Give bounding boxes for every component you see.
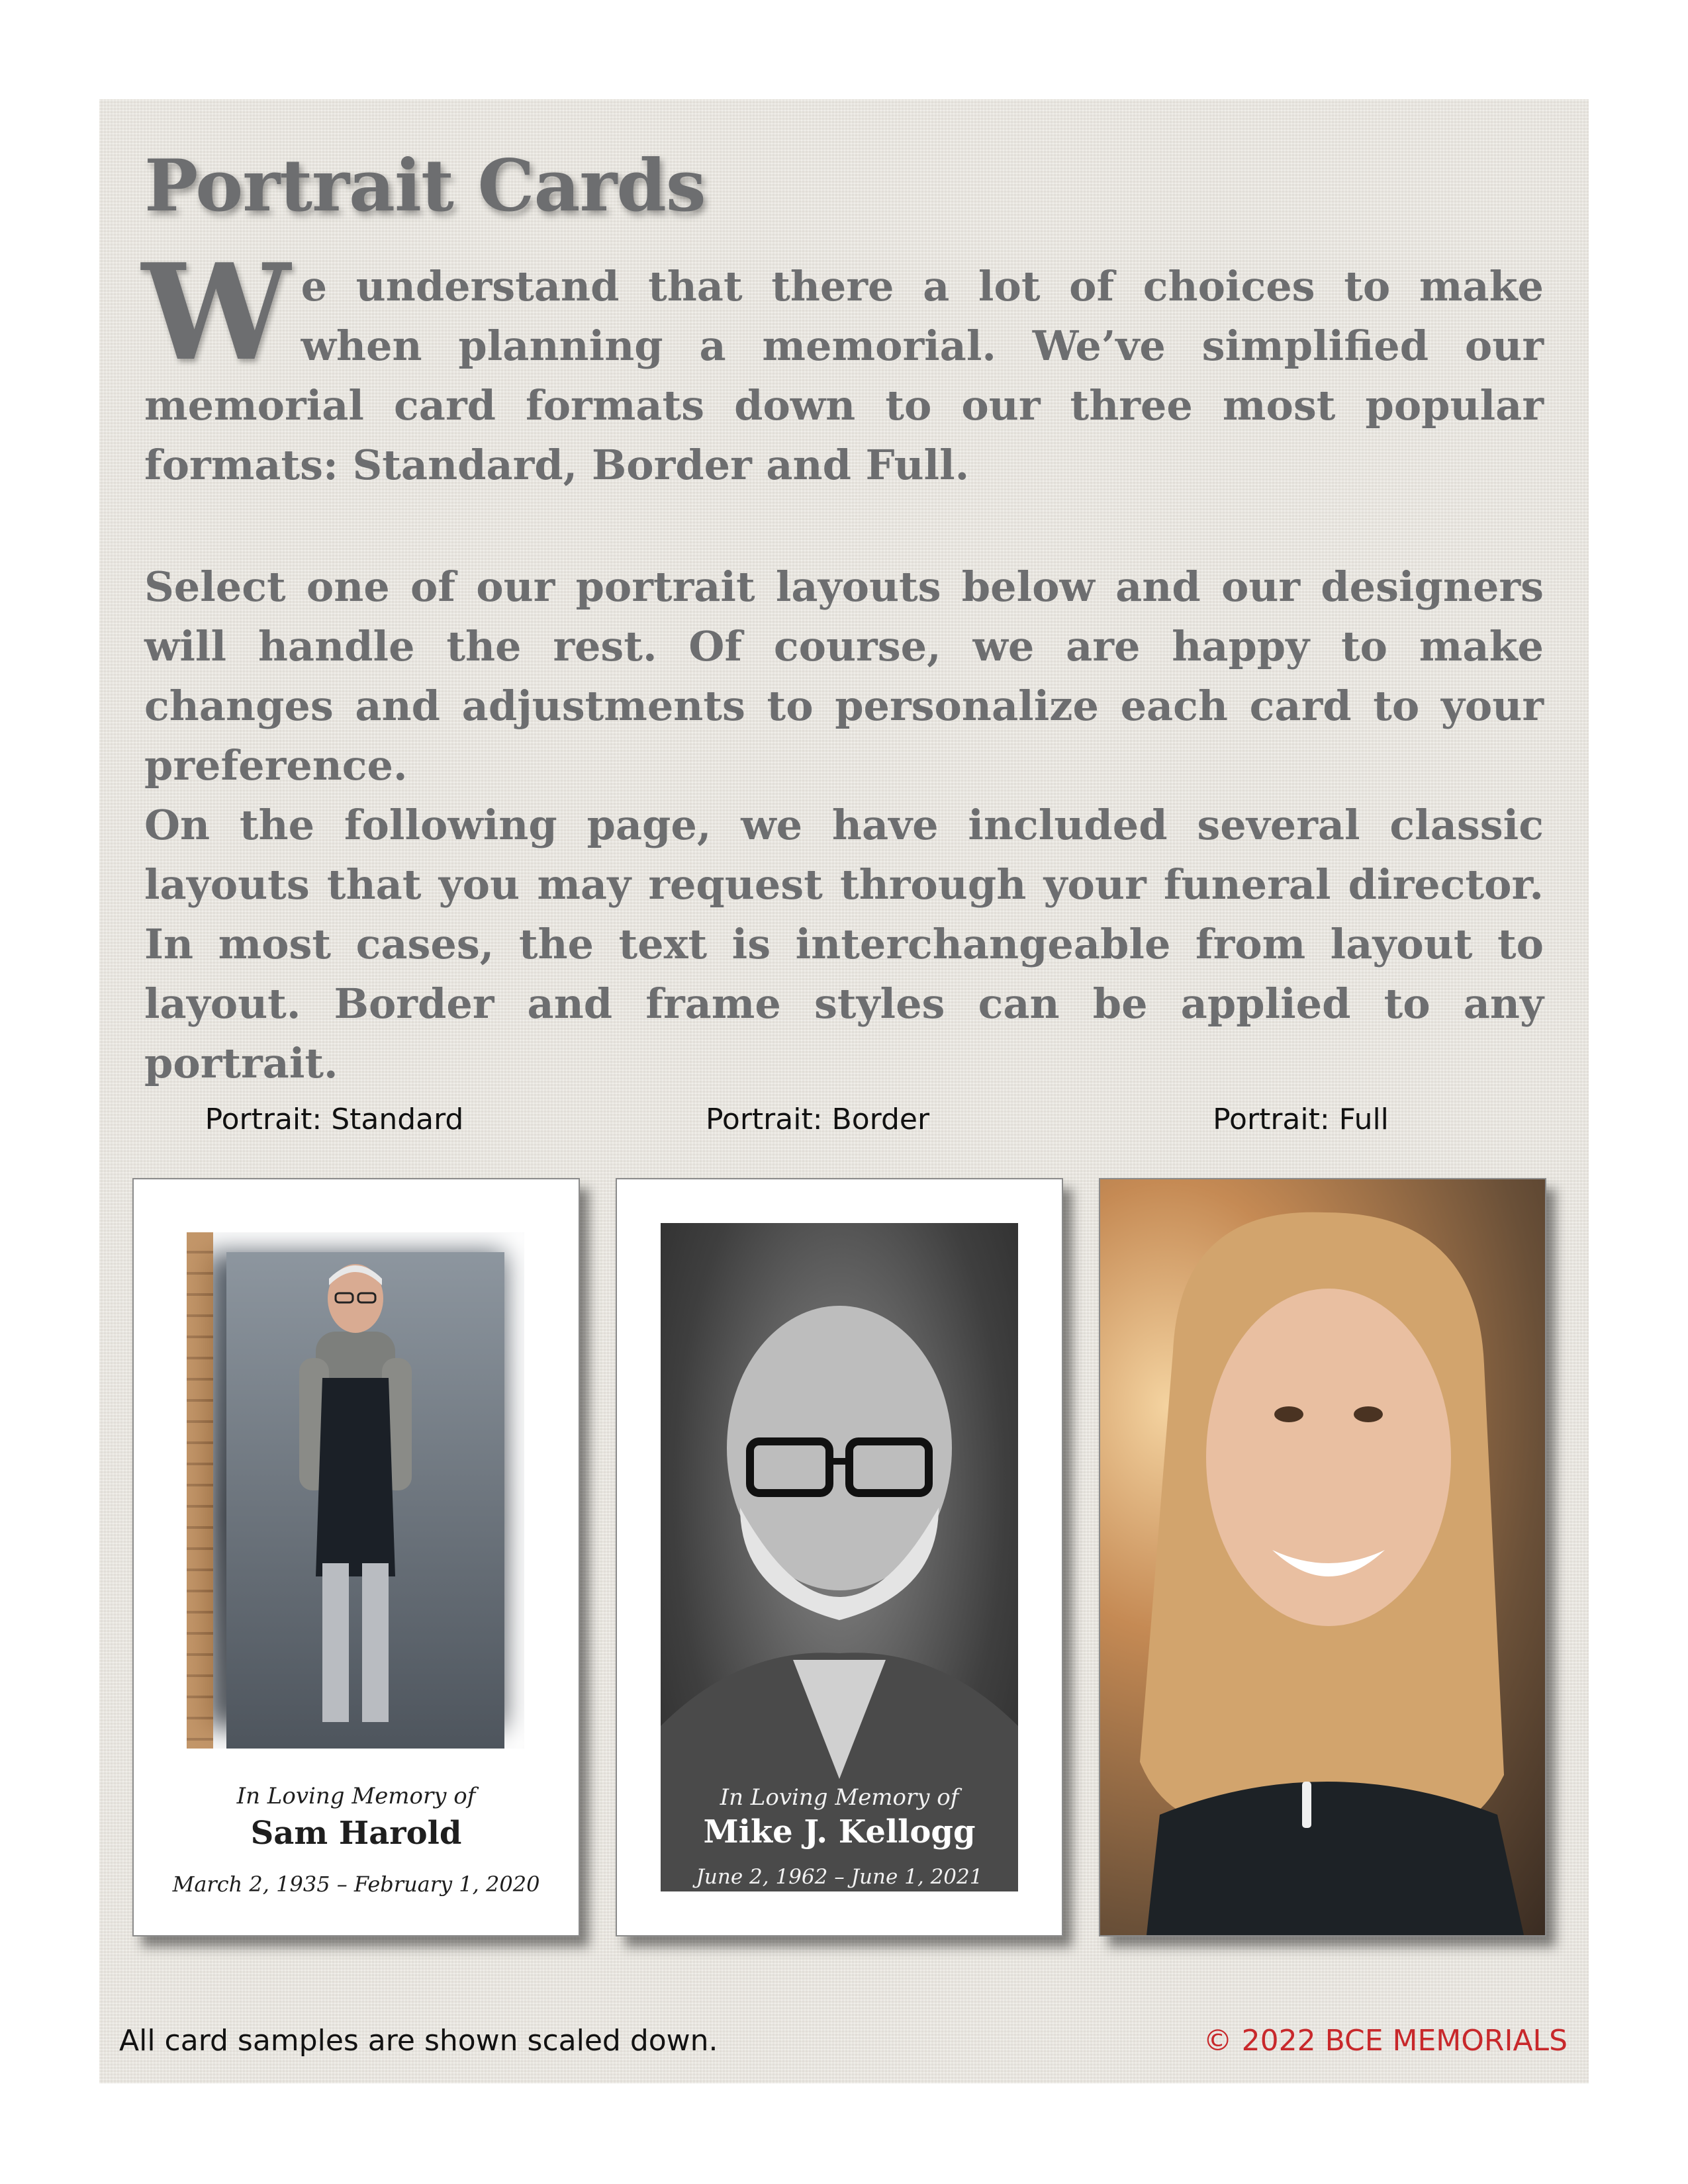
card-standard xyxy=(132,1178,580,1936)
portrait-photo-standard xyxy=(187,1232,524,1749)
drop-cap: W xyxy=(142,235,291,390)
caption-border: Portrait: Border xyxy=(705,1103,930,1136)
portrait-photo-border xyxy=(661,1223,1018,1891)
deceased-name: Sam Harold xyxy=(250,1815,462,1852)
life-dates: March 2, 1935 – February 1, 2020 xyxy=(172,1872,540,1897)
copyright-notice: © 2022 BCE MEMORIALS xyxy=(1203,2024,1568,2058)
intro-paragraph-3: On the following page, we have included several classic layouts that you may request through your funeral director. In most cases, the text is interchangeable from layout to layout. Border and frame styles can be applied to any portrait. xyxy=(144,801,1544,1087)
intro-paragraph-2: Select one of our portrait layouts below and our designers will handle the rest. Of course, we are happy to make changes and adjustments to personalize each card to your preference. xyxy=(144,563,1544,790)
in-loving-memory-label: In Loving Memory of xyxy=(720,1784,959,1811)
caption-standard: Portrait: Standard xyxy=(205,1103,464,1136)
deceased-name: Mike J. Kellogg xyxy=(703,1813,976,1850)
elderly-man-figure xyxy=(187,1232,524,1749)
page-title: Portrait Cards xyxy=(144,144,706,228)
smiling-woman-figure xyxy=(1100,1179,1545,1935)
card-border xyxy=(616,1178,1063,1936)
life-dates: June 2, 1962 – June 1, 2021 xyxy=(696,1865,983,1889)
caption-full: Portrait: Full xyxy=(1213,1103,1389,1136)
content-panel xyxy=(99,99,1589,2083)
in-loving-memory-label: In Loving Memory of xyxy=(236,1783,476,1809)
card-full xyxy=(1099,1178,1546,1936)
intro-paragraph-1 xyxy=(142,235,1544,495)
portrait-photo-full xyxy=(1100,1179,1545,1935)
scale-note: All card samples are shown scaled down. xyxy=(119,2024,718,2058)
intro-paragraph-1-text: e understand that there a lot of choices to make when planning a memorial. We’ve simplified our memorial card formats down to our three most popular formats: Standard, Border and Full. xyxy=(144,262,1544,489)
